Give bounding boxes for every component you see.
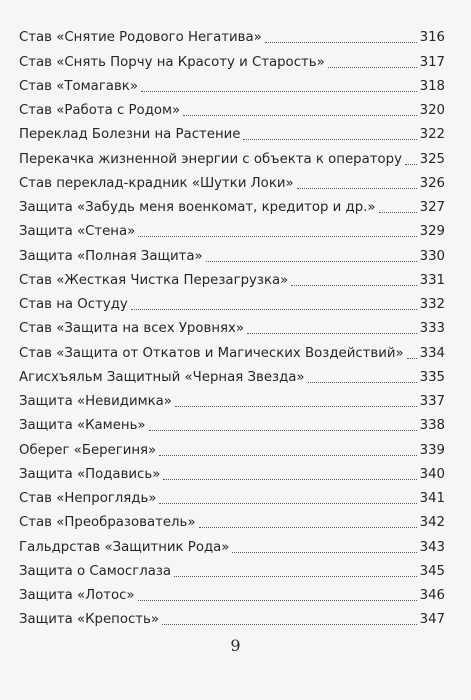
toc-entry <box>19 265 445 289</box>
dot-leader <box>407 358 417 359</box>
toc-entry <box>19 313 445 337</box>
dot-leader <box>149 430 417 431</box>
toc-entry <box>19 46 445 70</box>
table-of-contents <box>19 22 445 628</box>
dot-leader <box>131 309 417 310</box>
toc-entry-page: 346 <box>419 588 445 603</box>
toc-entry-title: Защита «Подавись» <box>19 466 161 482</box>
toc-entry-page: 333 <box>419 321 445 337</box>
dot-leader <box>174 576 417 577</box>
toc-entry-page: 339 <box>419 442 445 458</box>
dot-leader <box>206 261 417 262</box>
toc-entry-title: Став «Снять Порчу на Красоту и Старость» <box>19 54 325 70</box>
page-number: 9 <box>230 636 241 655</box>
toc-entry <box>19 192 445 216</box>
toc-entry-page: 329 <box>419 224 445 240</box>
dot-leader <box>159 455 416 456</box>
toc-entry-page: 317 <box>419 54 445 70</box>
toc-entry-title: Защита «Стена» <box>19 224 136 240</box>
dot-leader <box>265 42 417 43</box>
toc-entry <box>19 71 445 95</box>
toc-entry <box>19 507 445 531</box>
toc-entry-page: 341 <box>419 491 445 506</box>
toc-entry <box>19 168 445 192</box>
dot-leader <box>175 406 417 407</box>
toc-entry-page: 318 <box>419 78 445 94</box>
dot-leader <box>379 212 417 213</box>
toc-entry <box>19 580 445 604</box>
toc-entry-title: Защита о Самосглаза <box>19 563 172 579</box>
toc-entry-page: 337 <box>419 394 445 409</box>
dot-leader <box>159 503 416 504</box>
toc-entry-title: Став «Работа с Родом» <box>19 103 181 118</box>
dot-leader <box>138 236 416 237</box>
toc-entry-page: 331 <box>419 272 445 288</box>
toc-entry-page: 343 <box>419 539 445 555</box>
toc-entry-title: Защита «Полная Защита» <box>19 248 203 264</box>
toc-entry <box>19 22 445 46</box>
toc-entry-page: 332 <box>419 297 445 312</box>
toc-entry-title: Оберег «Берегиня» <box>19 442 157 458</box>
toc-entry <box>19 556 445 580</box>
toc-entry-title: Защита «Лотос» <box>19 588 135 603</box>
toc-entry <box>19 434 445 458</box>
dot-leader <box>141 91 417 92</box>
dot-leader <box>199 527 417 528</box>
toc-entry-page: 320 <box>419 103 445 118</box>
toc-entry-page: 322 <box>419 127 445 143</box>
dot-leader <box>243 139 416 140</box>
dot-leader <box>183 115 416 116</box>
toc-entry-title: Переклад Болезни на Растение <box>19 127 241 143</box>
toc-entry <box>19 410 445 434</box>
dot-leader <box>247 333 417 334</box>
toc-entry <box>19 386 445 410</box>
toc-entry <box>19 289 445 313</box>
toc-entry-page: 330 <box>419 248 445 264</box>
toc-entry-page: 335 <box>419 369 445 385</box>
toc-entry-page: 316 <box>419 30 445 46</box>
toc-entry-page: 345 <box>419 563 445 579</box>
toc-entry-title: Став «Непроглядь» <box>19 491 157 506</box>
toc-entry-title: Став «Томагавк» <box>19 78 138 94</box>
toc-entry-title: Защита «Невидимка» <box>19 394 172 409</box>
toc-entry-page: 326 <box>419 175 445 191</box>
toc-entry-title: Став на Остуду <box>19 297 128 312</box>
toc-entry-title: Став «Защита на всех Уровнях» <box>19 321 245 337</box>
toc-entry <box>19 143 445 167</box>
dot-leader <box>405 164 417 165</box>
toc-entry <box>19 531 445 555</box>
toc-entry-title: Защита «Крепость» <box>19 612 160 628</box>
toc-entry-title: Перекачка жизненной энергии с объекта к оператору <box>19 151 402 167</box>
toc-entry <box>19 119 445 143</box>
toc-entry <box>19 216 445 240</box>
toc-entry-page: 347 <box>419 612 445 628</box>
toc-entry-title: Защита «Забудь меня военкомат, кредитор и др.» <box>19 200 376 215</box>
toc-entry-page: 340 <box>419 466 445 482</box>
toc-entry-page: 334 <box>419 345 445 361</box>
dot-leader <box>328 67 417 68</box>
toc-entry-title: Защита «Камень» <box>19 418 146 434</box>
dot-leader <box>138 600 417 601</box>
toc-entry-page: 342 <box>419 515 445 531</box>
toc-entry-title: Став «Преобразователь» <box>19 515 196 531</box>
dot-leader <box>291 285 416 286</box>
dot-leader <box>308 382 417 383</box>
toc-entry-title: Став переклад-крадник «Шутки Локи» <box>19 175 294 191</box>
toc-entry <box>19 604 445 628</box>
toc-entry <box>19 95 445 119</box>
toc-entry-title: Став «Защита от Откатов и Магических Воздействий» <box>19 345 404 361</box>
toc-entry-title: Агисхъяльм Защитный «Черная Звезда» <box>19 369 305 385</box>
dot-leader <box>163 479 416 480</box>
toc-entry-page: 325 <box>419 151 445 167</box>
toc-entry-title: Гальдрстав «Защитник Рода» <box>19 539 230 555</box>
toc-entry-title: Став «Снятие Родового Негатива» <box>19 30 262 46</box>
toc-entry <box>19 337 445 361</box>
toc-entry <box>19 483 445 507</box>
dot-leader <box>232 552 416 553</box>
toc-entry-page: 338 <box>419 418 445 434</box>
toc-entry-title: Став «Жесткая Чистка Перезагрузка» <box>19 272 289 288</box>
toc-entry-page: 327 <box>419 200 445 215</box>
toc-entry <box>19 459 445 483</box>
toc-entry <box>19 240 445 264</box>
dot-leader <box>162 624 417 625</box>
dot-leader <box>297 188 417 189</box>
toc-entry <box>19 362 445 386</box>
